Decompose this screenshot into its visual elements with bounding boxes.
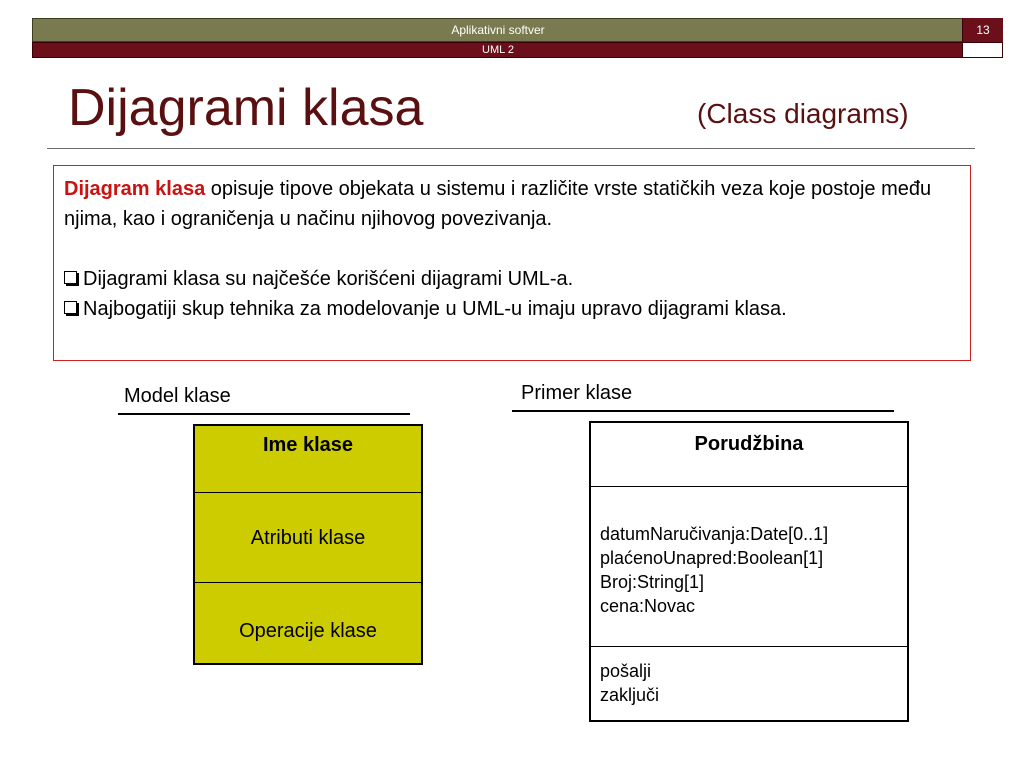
model-class-attributes: Atributi klase xyxy=(250,527,366,549)
definition-paragraph xyxy=(64,174,960,234)
model-label-underline xyxy=(118,413,410,415)
page-number: 13 xyxy=(962,18,1003,42)
example-label-underline xyxy=(512,410,894,412)
slide-header xyxy=(32,18,1003,58)
bullet-text: Dijagrami klasa su najčešće korišćeni dijagrami UML-a. xyxy=(83,268,574,290)
attribute-item: Broj:String[1] xyxy=(600,572,705,592)
header-course-title: Aplikativni softver xyxy=(451,23,545,37)
checkbox-bullet-icon xyxy=(64,301,77,314)
definition-term: Dijagram klasa xyxy=(64,178,206,200)
definition-text: opisuje tipove objekata u sistemu i različite vrste statičkih veza koje postoje među njima, kao i ograničenja u načinu njihovog povezivanja. xyxy=(64,178,932,230)
attribute-item: cena:Novac xyxy=(600,596,696,616)
model-class-diagram xyxy=(193,424,423,665)
attribute-item: plaćenoUnapred:Boolean[1] xyxy=(600,548,824,568)
checkbox-bullet-icon xyxy=(64,271,77,284)
example-class-operations xyxy=(600,659,659,707)
example-class-name: Porudžbina xyxy=(694,433,804,455)
bullet-item xyxy=(64,294,960,324)
header-course-bar xyxy=(32,18,1003,42)
bullet-item xyxy=(64,264,960,294)
class-section-divider xyxy=(591,486,907,487)
example-class-label: Primer klase xyxy=(521,382,633,404)
operation-item: pošalji xyxy=(600,661,652,681)
model-class-name: Ime klase xyxy=(262,434,354,456)
model-class-operations: Operacije klase xyxy=(239,620,377,642)
definition-box xyxy=(53,165,971,361)
example-class-attributes xyxy=(600,522,828,618)
operation-item: zaključi xyxy=(600,685,660,705)
header-topic-bar xyxy=(32,42,1003,58)
class-section-divider xyxy=(195,492,421,493)
slide-title-english: (Class diagrams) xyxy=(697,98,909,129)
class-section-divider xyxy=(195,582,421,583)
class-section-divider xyxy=(591,646,907,647)
attribute-item: datumNaručivanja:Date[0..1] xyxy=(600,524,829,544)
example-class-diagram xyxy=(589,421,909,722)
slide-title: Dijagrami klasa xyxy=(68,79,424,137)
page-number-spacer xyxy=(962,42,1003,58)
bullet-text: Najbogatiji skup tehnika za modelovanje u UML-u imaju upravo dijagrami klasa. xyxy=(83,298,787,320)
header-topic-title: UML 2 xyxy=(482,44,514,56)
model-class-label: Model klase xyxy=(124,385,231,407)
title-divider xyxy=(47,148,975,149)
